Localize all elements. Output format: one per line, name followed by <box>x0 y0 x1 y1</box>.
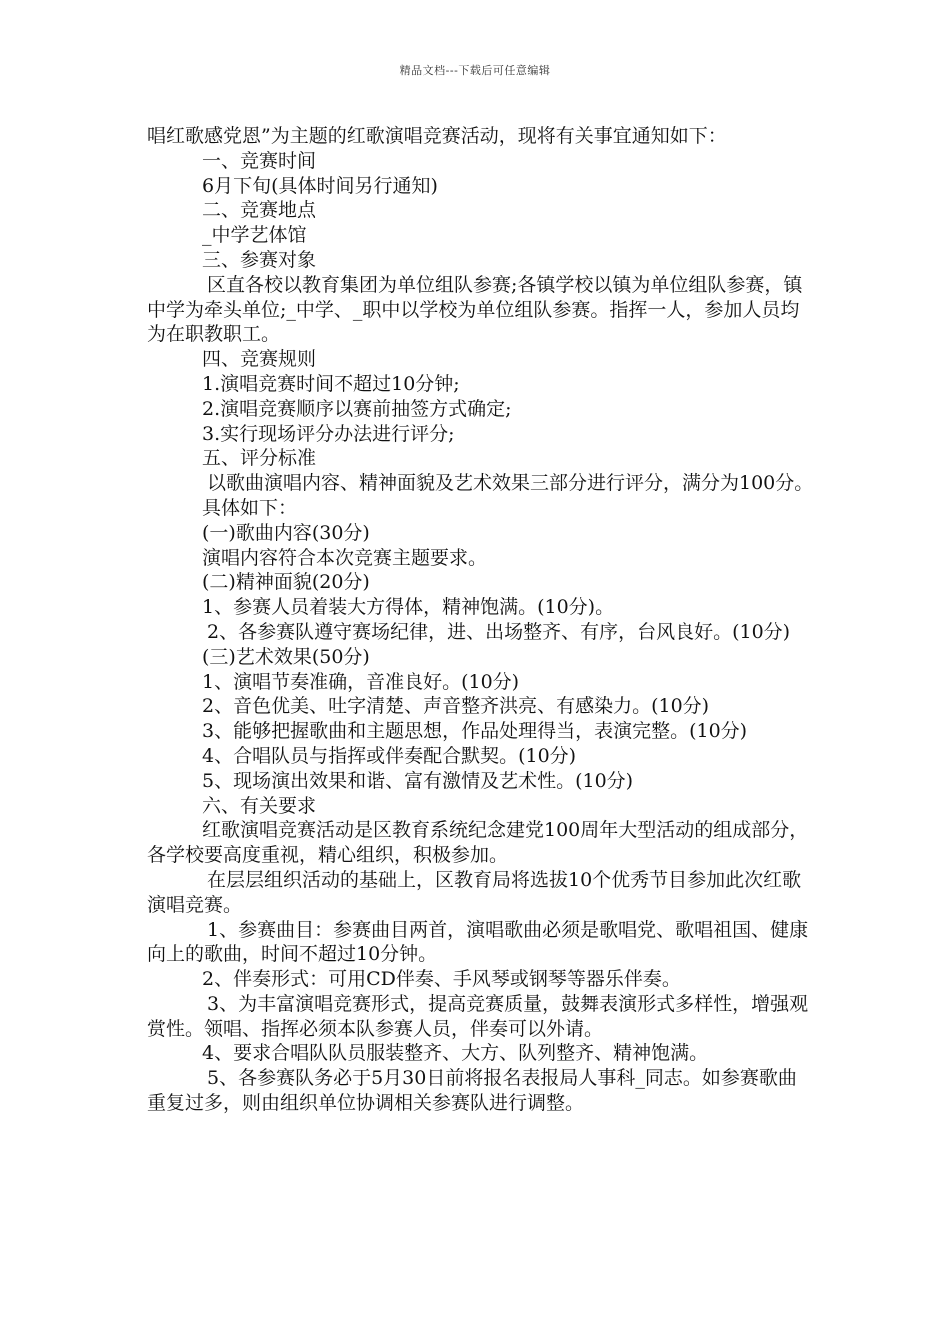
page-header: 精品文档---下载后可任意编辑 <box>399 64 551 77</box>
paragraph: 六、有关要求 <box>202 794 317 817</box>
paragraph: 1、参赛人员着装大方得体，精神饱满。(10分)。 <box>202 596 615 619</box>
paragraph: 2、音色优美、吐字清楚、声音整齐洪亮、有感染力。(10分) <box>202 695 710 718</box>
paragraph: 1、参赛曲目：参赛曲目两首，演唱歌曲必须是歌唱党、歌唱祖国、健康向上的歌曲，时间不超过10分钟。 <box>147 918 809 966</box>
paragraph: 区直各校以教育集团为单位组队参赛;各镇学校以镇为单位组队参赛，镇中学为牵头单位;_中学、_职中以学校为单位组队参赛。指挥一人，参加人员均为在职教职工。 <box>147 273 803 346</box>
paragraph: 4、要求合唱队队员服装整齐、大方、队列整齐、精神饱满。 <box>202 1042 709 1065</box>
paragraph: (一)歌曲内容(30分) <box>202 521 370 544</box>
paragraph: 一、竞赛时间 <box>202 149 317 172</box>
paragraph: 5、现场演出效果和谐、富有激情及艺术性。(10分) <box>202 769 634 792</box>
paragraph: 在层层组织活动的基础上，区教育局将选拔10个优秀节目参加此次红歌演唱竞赛。 <box>147 868 802 916</box>
paragraph: _中学艺体馆 <box>202 224 307 247</box>
paragraph: 五、评分标准 <box>202 447 317 470</box>
paragraph: 红歌演唱竞赛活动是区教育系统纪念建党100周年大型活动的组成部分，各学校要高度重视，精心组织，积极参加。 <box>147 819 809 867</box>
paragraph: 2.演唱竞赛顺序以赛前抽签方式确定; <box>202 397 512 420</box>
paragraph: 1.演唱竞赛时间不超过10分钟; <box>202 372 460 395</box>
paragraph: 三、参赛对象 <box>202 248 317 271</box>
paragraph: 6月下旬(具体时间另行通知) <box>202 174 438 197</box>
paragraph: (三)艺术效果(50分) <box>202 645 370 668</box>
paragraph: 5、各参赛队务必于5月30日前将报名表报局人事科_同志。如参赛歌曲重复过多，则由组织单位协调相关参赛队进行调整。 <box>147 1067 797 1115</box>
paragraph: 1、演唱节奏准确，音准良好。(10分) <box>202 670 520 693</box>
paragraph: 以歌曲演唱内容、精神面貌及艺术效果三部分进行评分，满分为100分。 <box>207 472 814 495</box>
paragraph: 2、各参赛队遵守赛场纪律，进、出场整齐、有序，台风良好。(10分) <box>207 620 791 643</box>
paragraph: 四、竞赛规则 <box>202 348 317 371</box>
paragraph: 2、伴奏形式：可用CD伴奏、手风琴或钢琴等器乐伴奏。 <box>202 968 681 991</box>
paragraph: (二)精神面貌(20分) <box>202 571 370 594</box>
document-body <box>147 124 815 1116</box>
paragraph: 3、能够把握歌曲和主题思想，作品处理得当，表演完整。(10分) <box>202 720 748 743</box>
paragraph: 二、竞赛地点 <box>202 199 317 222</box>
paragraph: 4、合唱队员与指挥或伴奏配合默契。(10分) <box>202 744 577 767</box>
paragraph: 具体如下： <box>202 496 298 519</box>
paragraph: 唱红歌感党恩”为主题的红歌演唱竞赛活动，现将有关事宜通知如下： <box>147 125 727 147</box>
paragraph: 演唱内容符合本次竞赛主题要求。 <box>202 546 488 569</box>
paragraph: 3、为丰富演唱竞赛形式，提高竞赛质量，鼓舞表演形式多样性，增强观赏性。领唱、指挥必须本队参赛人员，伴奏可以外请。 <box>147 992 809 1040</box>
paragraph: 3.实行现场评分办法进行评分; <box>202 422 455 445</box>
